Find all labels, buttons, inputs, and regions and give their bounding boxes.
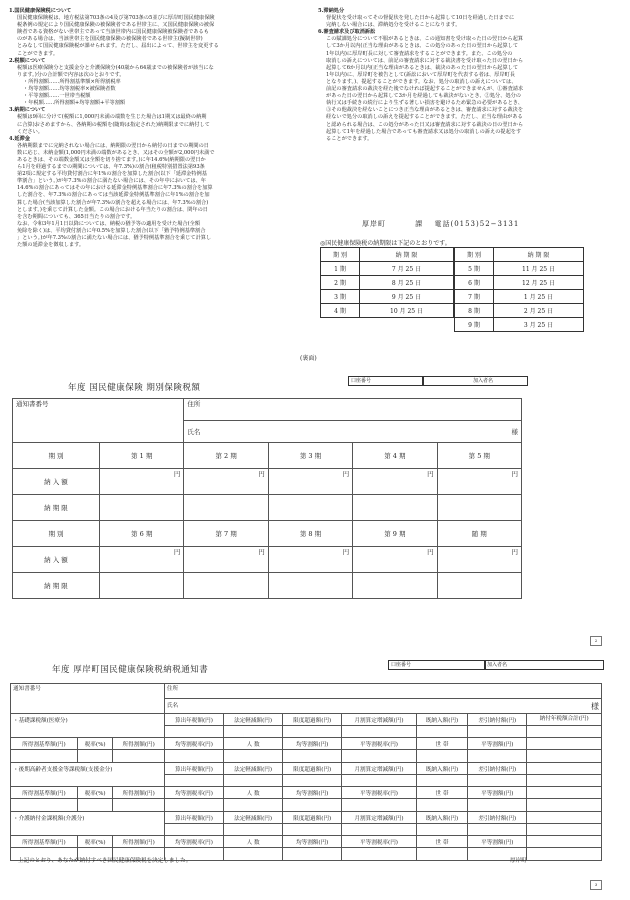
header-cell: 均等割税率(円) (164, 836, 223, 848)
text-line: ・平等割額……一世帯当税額 (23, 93, 91, 100)
schedule-row (321, 276, 454, 290)
section-body (9, 114, 304, 135)
dept-name: 課 (415, 220, 424, 228)
text-line: 各納期限までに完納されない場合には、納期限の翌日から納付の日までの期間の日 (17, 142, 209, 149)
text-line: 1年以内)に、厚岸町を被告として(訴訟において厚岸町を代表する者は、厚岸町長 (326, 71, 515, 78)
text-line: 執行又は手続きの続行により生ずる著しい損害を避けるため緊急の必要があるとき、 (326, 100, 523, 107)
header-cell: 人 数 (224, 836, 283, 848)
header-cell: 算出年税額(円) (164, 714, 223, 726)
period-3: 第 3 期 (268, 443, 352, 469)
schedule-row (321, 290, 454, 304)
text-line: 起算して6か月以内(正当な理由があるときは、裁決のあった日の翌日から起算して (326, 64, 519, 71)
header-cell: 法定軽減額(円) (224, 763, 283, 775)
schedule-due: 1 月 25 日 (494, 290, 584, 304)
period-8: 第 8 期 (268, 521, 352, 547)
subscriber-box (422, 376, 528, 386)
header-cell: 差引納付額(円) (468, 714, 527, 726)
header-cell: 世 帯 (416, 787, 467, 799)
yen-unit: 円 (184, 547, 268, 573)
header-cell: 既納入額(円) (416, 714, 467, 726)
yen-unit: 円 (268, 469, 352, 495)
header-cell: 均等割額(円) (283, 738, 342, 750)
section-title: 3.納期について (9, 107, 46, 114)
total-annual-tax-cell: 納付年税額合計(円) (527, 714, 602, 726)
subscriber-label: 加入者名 (487, 662, 508, 668)
period-2: 第 2 期 (184, 443, 268, 469)
col-period: 期 別 (455, 248, 494, 262)
header-cell: 既納入額(円) (416, 763, 467, 775)
period-9: 第 9 期 (353, 521, 437, 547)
section-body (9, 65, 304, 79)
header-cell: 所得割額(円) (113, 738, 164, 750)
header-cell: 差引納付額(円) (468, 763, 527, 775)
header-cell: 月割算定増減額(円) (342, 812, 417, 824)
section-body (318, 36, 618, 142)
text-line: ください。 (17, 128, 43, 135)
name-cell (164, 699, 601, 714)
section-label: ・基礎課税額(医療分) (11, 714, 165, 726)
schedule-due: 2 月 25 日 (494, 304, 584, 318)
text-line: ことができます。 (17, 50, 59, 57)
notice-number-cell (11, 684, 165, 714)
period-header: 期 別 (13, 443, 100, 469)
schedule-due: 9 月 25 日 (360, 290, 454, 304)
text-line: ・年税額……所得割額+均等割額+平等割額 (23, 100, 126, 107)
section-label: ・介護納付金課税額(介護分) (11, 812, 165, 824)
address-label: 住所 (187, 400, 201, 408)
header-cell: 限度超過額(円) (283, 763, 342, 775)
yen-unit: 円 (100, 547, 184, 573)
text-line: 督促状を受け取ってその督促状を発した日から起算して10日を経過した日までに (326, 15, 515, 22)
footer-text: 上記のとおり、あなたが納付すべき国民健康保険税を決定しました。 (18, 858, 192, 864)
text-line: とします。)を乗じて計算した金額。この場合における年当たりの割合は、閏年の日 (17, 206, 208, 213)
header-cell: 人 数 (224, 787, 283, 799)
period-4: 第 4 期 (353, 443, 437, 469)
header-cell: 平等割額(円) (468, 787, 527, 799)
footer-town: 厚岸町 (510, 858, 527, 864)
section-title: 4.延滞金 (9, 135, 30, 142)
office-name: 厚岸町 (362, 220, 386, 228)
text-line: 数に応じ、未納金額(1,000円未満の端数があるとき、又はその全額が2,000円未満で (17, 149, 215, 156)
text-line: ることができます。 (326, 135, 373, 142)
header-cell: 所得割基準額(円) (11, 836, 78, 848)
header-cell: 平等割額(円) (468, 836, 527, 848)
header-cell: 世 帯 (416, 836, 467, 848)
period-1: 第 1 期 (100, 443, 184, 469)
phone-number: 電話(0153)52−3131 (434, 220, 520, 228)
name-cell (184, 421, 522, 443)
header-cell: 既納入額(円) (416, 812, 467, 824)
header-cell: 限度超過額(円) (283, 812, 342, 824)
notes-left (9, 8, 304, 249)
name-label: 氏名 (166, 702, 179, 709)
yen-unit: 円 (437, 469, 521, 495)
yen-unit: 円 (437, 547, 521, 573)
header-cell: 税率(%) (77, 738, 113, 750)
due-header: 納 期 限 (13, 495, 100, 521)
section-title: 2.税額について (9, 57, 46, 64)
section-label: ・後期高齢者支援金等課税額(支援金分) (11, 763, 165, 775)
notice-number-label: 通知書番号 (13, 686, 41, 692)
schedule-due: 7 月 25 日 (360, 262, 454, 276)
honorific: 様 (511, 428, 518, 436)
form2-table (10, 683, 602, 861)
text-line: 取消しの訴えについては、前記の審査請求に対する裁決書を受け取った日の翌日から (326, 57, 524, 64)
text-line: があった日の翌日から起算して3か月を経過しても裁決がないとき、②処分、処分の (326, 93, 521, 100)
honorific: 様 (591, 701, 599, 711)
notice-number-label: 通知書番号 (16, 400, 49, 408)
schedule-row (455, 304, 584, 318)
contact-line (362, 219, 519, 229)
formula-list (9, 79, 304, 107)
schedule-row (455, 276, 584, 290)
schedule-due: 3 月 25 日 (494, 318, 584, 332)
text-line: して3か月以内(正当な理由があるときは、この処分のあった日の翌日から起算して (326, 43, 519, 50)
schedule-period: 3 期 (321, 290, 360, 304)
text-line: た額の延滞金を徴収します。 (17, 242, 85, 249)
text-line: とみなして国民健康保険税が課せられます。ただし、届出によって、世帯主を変更する (17, 43, 219, 50)
subscriber-box (484, 660, 604, 670)
text-line: に合算)おさめますから、各納期の税額を(随時は指定された)納期限までに納付して (17, 121, 210, 128)
header-cell: 所得割基準額(円) (11, 787, 78, 799)
schedule-row (455, 262, 584, 276)
schedule-due: 12 月 25 日 (494, 276, 584, 290)
schedule-row (455, 290, 584, 304)
address-cell (164, 684, 601, 699)
text-line: した割合を、年7.3%の割合にあっては当該延滞金特例基準割合に年1%の割合を加 (17, 192, 210, 199)
amount-header: 納 入 額 (13, 469, 100, 495)
schedule-due: 11 月 25 日 (494, 262, 584, 276)
due-schedule-left (320, 247, 454, 318)
schedule-period: 6 期 (455, 276, 494, 290)
schedule-intro: ◎国民健康保険税の納期限は下記のとおりです。 (320, 240, 451, 247)
header-cell: 人 数 (224, 738, 283, 750)
section-title: 6.審査請求及び取消訴訟 (318, 29, 376, 36)
text-line: 税条例の規定により国民健康保険の被保険者である世帯主に、又国民健康保険の被保 (17, 22, 215, 29)
page-mark: 3 (590, 880, 602, 890)
schedule-row (455, 318, 584, 332)
col-due: 納 期 限 (494, 248, 584, 262)
schedule-period: 8 期 (455, 304, 494, 318)
amount-header: 納 入 額 (13, 547, 100, 573)
schedule-due: 8 月 25 日 (360, 276, 454, 290)
account-box (348, 376, 424, 386)
text-line: ・所得割額……所得割基準額×所得割税率 (23, 78, 121, 85)
text-line: 」という。)が年7.3%の割合に満たない場合には、猶予特例基準割合を乗じて計算し (17, 235, 212, 241)
header-cell: 税率(%) (77, 836, 113, 848)
schedule-period: 4 期 (321, 304, 360, 318)
period-header: 期 別 (13, 521, 100, 547)
header-cell: 所得割額(円) (113, 836, 164, 848)
header-cell: 法定軽減額(円) (224, 812, 283, 824)
text-line: を含む期間についても、365日当たりの割合です。 (17, 213, 136, 220)
text-line: 国民健康保険税は、地方税法第703条の4及び第703条の5並びに厚岸町国民健康保険 (17, 15, 215, 22)
col-period: 期 別 (321, 248, 360, 262)
section-body (318, 15, 618, 29)
header-cell: 月割算定増減額(円) (342, 714, 417, 726)
text-line: ら1月を経過するまでの期間については、年7.3%)の割合(租税特別措置法第93条 (17, 164, 205, 171)
header-cell: 平等割税率(円) (342, 787, 417, 799)
name-label: 氏名 (187, 428, 201, 436)
schedule-due: 10 月 25 日 (360, 304, 454, 318)
notes-right (318, 8, 618, 143)
form1-table (12, 398, 522, 599)
text-line: この賦課処分について不服があるときは、この通知書を受け取った日の翌日から起算 (326, 36, 524, 43)
text-line: 1年以内)に厚岸町長に対して審査請求をすることができます。また、この処分の (326, 50, 513, 57)
yen-unit: 円 (184, 469, 268, 495)
due-schedule-right (454, 247, 584, 332)
schedule-row (321, 304, 454, 318)
header-cell: 限度超過額(円) (283, 714, 342, 726)
text-line: ③その他裁決を経ないことにつき正当な理由があるときは、審査請求に対する裁決を (326, 107, 524, 114)
text-line: と認められる場合は、この処分があった日又は審査請求に対する裁決の日の翌日から (326, 121, 524, 128)
schedule-period: 7 期 (455, 290, 494, 304)
period-extra: 随 期 (437, 521, 521, 547)
text-line: 免除を除く)は、平均貸付割合に年0.5%を加算した割合(以下「猶予特例基準割合 (17, 227, 206, 234)
text-line: となります。)、提起することができます。なお、処分の取消しの訴えについては、 (326, 78, 517, 85)
text-line: 準割合」という。)が年7.3%の割合に満たない場合には、その年中においては、年 (17, 178, 206, 185)
header-cell: 差引納付額(円) (468, 812, 527, 824)
address-label: 住所 (166, 686, 179, 692)
text-line: のがある場合は、当該世帯主を国民健康保険の被保険者である世帯主(擬制世帯) (17, 36, 203, 43)
text-line: 前記の審査請求の裁決を経た後でなければ提起することができませんが、①審査請求 (326, 86, 524, 93)
section-body (9, 15, 304, 58)
header-cell: 平等割額(円) (468, 738, 527, 750)
text-line: 税額は医療保険分と支援金分と介護保険分(40歳から64歳までの被保険者が該当にな (17, 64, 214, 71)
text-line: ります。)分の合計額で内容は次のとおりです。 (17, 71, 125, 78)
subscriber-label: 加入者名 (473, 378, 494, 384)
header-cell: 平等割税率(円) (342, 738, 417, 750)
back-side-label: (裏面) (300, 355, 317, 362)
section-body (9, 143, 304, 249)
header-cell: 所得割額(円) (113, 787, 164, 799)
header-cell: 算出年税額(円) (164, 763, 223, 775)
text-line: 算した場合(当該加算した割合が年7.3%の割合を超える場合には、年7.3%の割合) (17, 199, 209, 206)
text-line: あるときは、その端数金額又は全額を切り捨てます。)に年14.6%(納期限の翌日か (17, 156, 206, 163)
address-cell (184, 399, 522, 421)
text-line: 経ないで処分の取消しの訴えを提起することができます。ただし、正当な理由がある (326, 114, 523, 121)
account-box (388, 660, 486, 670)
section-title: 5.滞納処分 (318, 8, 345, 14)
header-cell: 均等割額(円) (283, 836, 342, 848)
text-line: 完納しない場合には、滞納処分を受けることになります。 (326, 22, 461, 29)
header-cell: 法定軽減額(円) (224, 714, 283, 726)
account-label: 口座番号 (391, 662, 412, 668)
period-7: 第 7 期 (184, 521, 268, 547)
yen-unit: 円 (353, 547, 437, 573)
account-label: 口座番号 (351, 378, 372, 384)
yen-unit: 円 (268, 547, 352, 573)
header-cell: 月割算定増減額(円) (342, 763, 417, 775)
schedule-row (321, 262, 454, 276)
col-due: 納 期 限 (360, 248, 454, 262)
yen-unit: 円 (353, 469, 437, 495)
header-cell: 均等割税率(円) (164, 787, 223, 799)
text-line: なお、令和3年1月1日以降については、納税の猶予等の適用を受けた場合(全額 (17, 220, 201, 227)
yen-unit: 円 (100, 469, 184, 495)
header-cell: 世 帯 (416, 738, 467, 750)
header-cell: 所得割基準額(円) (11, 738, 78, 750)
header-cell: 均等割額(円) (283, 787, 342, 799)
header-cell: 算出年税額(円) (164, 812, 223, 824)
text-line: 険者である資格がない世帯主であって当該世帯内に国民健康保険被保険者であるも (17, 29, 209, 36)
text-line: 税額は9回に分けて(税額に1,000円未満の端数を生じた場合は1期又は最終の納期 (17, 114, 207, 121)
notice-number-cell (13, 399, 184, 443)
page-mark: 2 (590, 636, 602, 646)
period-5: 第 5 期 (437, 443, 521, 469)
section-title: 1.国民健康保険税について (9, 8, 72, 14)
text-line: 14.6%の割合にあってはその年における延滞金特例基準割合に年7.3%の割合を加算 (17, 185, 213, 192)
schedule-period: 9 期 (455, 318, 494, 332)
header-cell: 平等割税率(円) (342, 836, 417, 848)
text-line: ・均等割額……均等割税率×被保険者数 (23, 86, 116, 93)
form2-title: 年度 厚岸町国民健康保険税納税通知書 (52, 665, 209, 675)
period-6: 第 6 期 (100, 521, 184, 547)
due-header: 納 期 限 (13, 573, 100, 599)
schedule-period: 5 期 (455, 262, 494, 276)
header-cell: 税率(%) (77, 787, 113, 799)
schedule-period: 1 期 (321, 262, 360, 276)
form1-title: 年度 国民健康保険 期別保険税額 (68, 383, 201, 393)
header-cell: 均等割税率(円) (164, 738, 223, 750)
text-line: 第2項に規定する平均貸付割合に年1%の割合を加算した割合(以下「延滞金特例基 (17, 171, 207, 178)
schedule-period: 2 期 (321, 276, 360, 290)
text-line: 起算して1年を経過した場合であっても審査請求又は処分の取消しの訴えの提起をす (326, 128, 522, 135)
